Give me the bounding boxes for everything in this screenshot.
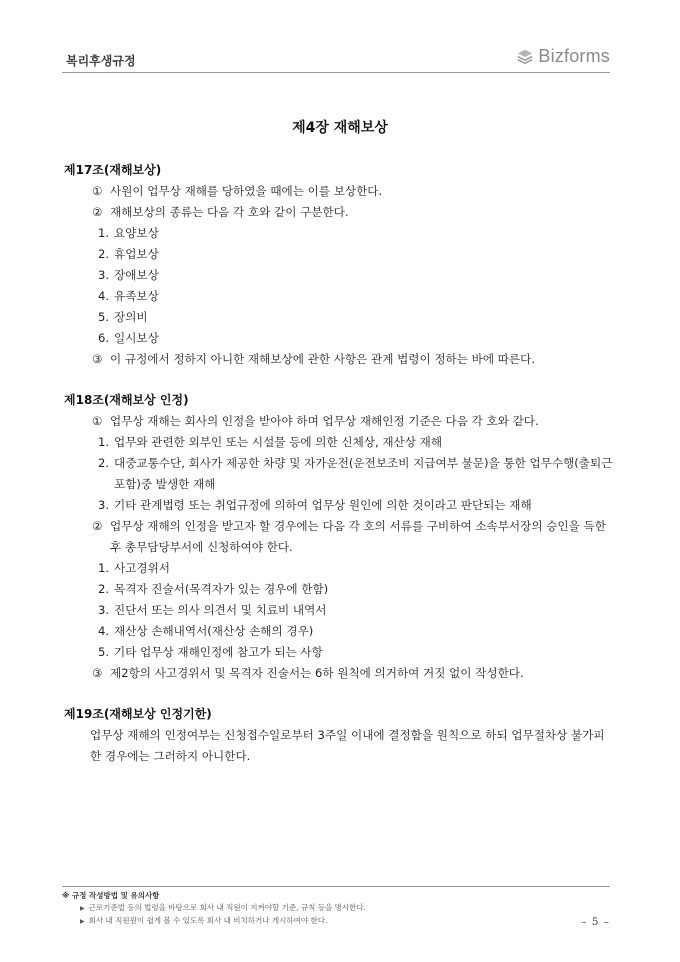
paragraph: ② 업무상 재해의 인정을 받고자 할 경우에는 다음 각 호의 서류를 구비하여 소속부서장의 승인을 득한 후 총무담당부서에 신청하여야 한다. — [92, 519, 606, 554]
list-item: 2. 휴업보상 — [98, 247, 159, 261]
page-number: – 5 – — [581, 916, 610, 928]
article-title: 제18조(재해보상 인정) — [64, 393, 189, 407]
footer-notes — [62, 886, 610, 928]
brand-logo — [516, 46, 610, 67]
list-item: 6. 일시보상 — [98, 331, 159, 345]
chapter-title: 제4장 재해보상 — [292, 120, 388, 136]
paragraph: 업무상 재해의 인정여부는 신청접수일로부터 3주일 이내에 결정함을 원칙으로 하되 업무절차상 불가피한 경우에는 그러하지 아니한다. — [90, 728, 605, 763]
list-item: 3. 장애보상 — [98, 268, 159, 282]
paragraph: ① 업무상 재해는 회사의 인정을 받아야 하며 업무상 재해인정 기준은 다음 각 호와 같다. — [92, 414, 539, 428]
list-item: 1. 요양보상 — [98, 226, 159, 240]
paragraph: ③ 이 규정에서 정하지 아니한 재해보상에 관한 사항은 관계 법령이 정하는 바에 따른다. — [92, 352, 536, 366]
list-item: 1. 업무와 관련한 외부인 또는 시설물 등에 의한 신체상, 재산상 재해 — [98, 435, 443, 449]
note-title: ※ 규정 작성방법 및 유의사항 — [62, 891, 160, 900]
paragraph: ② 재해보상의 종류는 다음 각 호와 같이 구분한다. — [92, 205, 349, 219]
page-header — [62, 44, 610, 73]
note-item: ▶ 회사 내 직원원이 쉽게 볼 수 있도록 회사 내 비치하거나 게시하여야 한다. — [80, 915, 610, 928]
list-item: 3. 진단서 또는 의사 의견서 및 치료비 내역서 — [98, 603, 327, 617]
article-title: 제17조(재해보상) — [64, 163, 162, 177]
paragraph: ③ 제2항의 사고경위서 및 목격자 진술서는 6하 원칙에 의거하여 거짓 없이 작성한다. — [92, 666, 524, 680]
list-item: 2. 목격자 진술서(목격자가 있는 경우에 한함) — [98, 582, 329, 596]
triangle-bullet-icon: ▶ — [80, 905, 85, 912]
list-item: 5. 기타 업무상 재해인정에 참고가 되는 사항 — [98, 645, 323, 659]
list-item: 5. 장의비 — [98, 310, 148, 324]
document-title: 복리후생규정 — [66, 54, 136, 68]
document-body — [64, 160, 614, 767]
note-item: ▶ 근로기준법 등의 법령을 바탕으로 회사 내 직원이 지켜야할 기준, 규칙 등을 명시한다. — [80, 902, 610, 915]
article-title: 제19조(재해보상 인정기한) — [64, 707, 212, 721]
triangle-bullet-icon: ▶ — [80, 918, 85, 925]
list-item: 1. 사고경위서 — [98, 561, 170, 575]
brand-name: Bizforms — [538, 46, 610, 66]
list-item: 4. 유족보상 — [98, 289, 159, 303]
list-item: 2. 대중교통수단, 회사가 제공한 차량 및 자가운전(운전보조비 지급여부 불문)을 통한 업무수행(출퇴근포함)중 발생한 재해 — [98, 456, 613, 491]
paragraph: ① 사원이 업무상 재해를 당하였을 때에는 이를 보상한다. — [92, 184, 383, 198]
stack-layers-icon — [516, 48, 534, 66]
list-item: 4. 재산상 손해내역서(재산상 손해의 경우) — [98, 624, 314, 638]
list-item: 3. 기타 관계법령 또는 취업규정에 의하여 업무상 원인에 의한 것이라고 판단되는 재해 — [98, 498, 532, 512]
